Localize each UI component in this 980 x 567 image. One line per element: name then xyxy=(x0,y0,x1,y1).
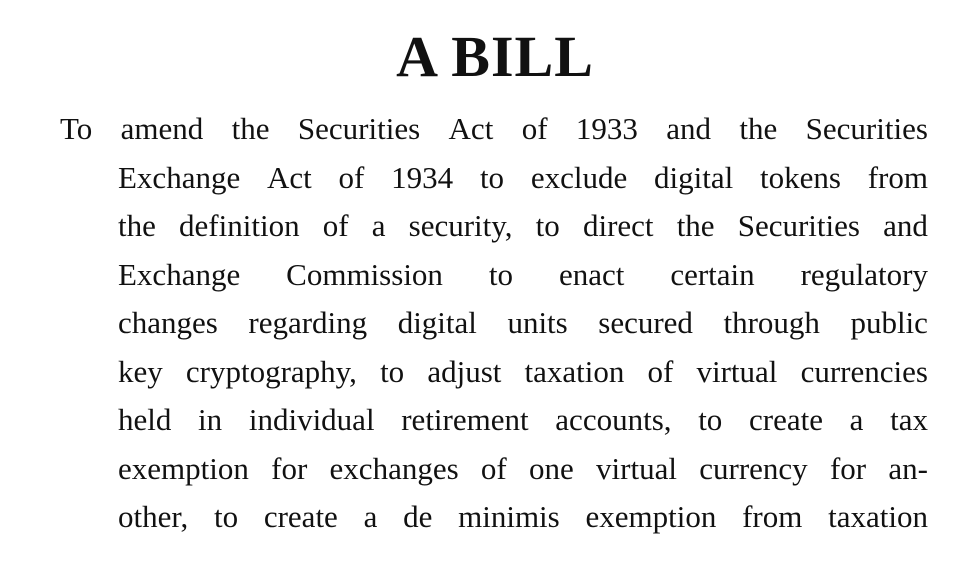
purpose-line xyxy=(118,348,928,397)
purpose-word: regulatory xyxy=(800,256,928,292)
purpose-word: of xyxy=(322,208,349,243)
purpose-word: the xyxy=(231,111,270,146)
purpose-word: a xyxy=(849,402,864,437)
purpose-word: one xyxy=(529,450,574,486)
purpose-word: key xyxy=(118,353,163,389)
purpose-word: and xyxy=(883,208,928,243)
purpose-word: a xyxy=(371,208,386,243)
purpose-word: currency xyxy=(699,450,808,486)
purpose-word: exemption xyxy=(118,450,249,486)
purpose-word: definition xyxy=(179,208,300,243)
purpose-word: digital xyxy=(654,159,734,195)
purpose-word: of xyxy=(480,450,507,486)
purpose-word: to xyxy=(488,256,514,292)
purpose-word: de xyxy=(403,499,433,534)
purpose-word: adjust xyxy=(427,353,502,389)
purpose-word: regarding xyxy=(248,305,368,340)
purpose-word: other, xyxy=(118,499,189,534)
purpose-word: amend xyxy=(120,111,204,146)
purpose-word: 1934 xyxy=(391,159,454,195)
purpose-word: of xyxy=(647,353,674,389)
purpose-word: the xyxy=(118,208,156,243)
bill-purpose xyxy=(60,105,928,542)
purpose-line xyxy=(118,202,928,251)
purpose-word: virtual xyxy=(596,450,677,486)
purpose-word: to xyxy=(380,353,405,389)
purpose-line xyxy=(118,251,928,300)
purpose-word: cryptography, xyxy=(185,353,357,389)
purpose-word: public xyxy=(850,305,928,340)
purpose-word: tokens xyxy=(760,159,841,195)
purpose-word: digital xyxy=(397,305,477,340)
purpose-word: Exchange xyxy=(118,159,241,195)
purpose-word: accounts, xyxy=(555,402,672,437)
purpose-line xyxy=(118,299,928,348)
purpose-word: taxation xyxy=(524,353,625,389)
purpose-word: to xyxy=(213,499,239,534)
purpose-word: for xyxy=(271,450,308,486)
purpose-word: tax xyxy=(890,402,928,437)
purpose-word: direct xyxy=(582,208,654,243)
purpose-word: security, xyxy=(408,208,513,243)
purpose-word: To xyxy=(60,111,93,146)
purpose-word: held xyxy=(118,402,172,437)
purpose-word: to xyxy=(479,159,505,195)
purpose-word: and xyxy=(666,111,712,146)
purpose-line xyxy=(118,396,928,445)
purpose-word: create xyxy=(263,499,338,534)
purpose-word: from xyxy=(742,499,803,534)
bill-title: A BILL xyxy=(396,24,594,89)
purpose-word: Commission xyxy=(286,256,443,292)
purpose-word: for xyxy=(829,450,867,486)
purpose-word: minimis xyxy=(458,499,560,534)
purpose-word: currencies xyxy=(800,353,928,389)
purpose-line xyxy=(118,493,928,542)
purpose-word: retirement xyxy=(401,402,529,437)
purpose-word: Exchange xyxy=(118,256,241,292)
purpose-word: in xyxy=(198,402,223,437)
purpose-word: the xyxy=(676,208,715,243)
purpose-word: an- xyxy=(888,450,928,486)
purpose-word: exclude xyxy=(530,159,628,195)
purpose-word: of xyxy=(338,159,365,195)
purpose-word: secured xyxy=(598,305,693,340)
purpose-word: Act xyxy=(448,111,494,146)
purpose-word: the xyxy=(739,111,778,146)
purpose-line xyxy=(118,154,928,203)
purpose-word: enact xyxy=(558,256,625,292)
purpose-word: through xyxy=(723,305,820,340)
purpose-word: create xyxy=(748,402,823,437)
purpose-word: virtual xyxy=(696,353,778,389)
purpose-word: exemption xyxy=(585,499,717,534)
purpose-word: Securities xyxy=(737,208,860,243)
purpose-word: to xyxy=(698,402,723,437)
purpose-word: of xyxy=(521,111,548,146)
purpose-line xyxy=(118,445,928,494)
purpose-word: individual xyxy=(248,402,375,437)
purpose-word: units xyxy=(507,305,568,340)
purpose-line xyxy=(60,105,928,154)
purpose-word: Securities xyxy=(297,111,421,146)
purpose-word: from xyxy=(867,159,928,195)
purpose-word: Act xyxy=(267,159,312,195)
purpose-word: Securities xyxy=(805,111,928,146)
purpose-word: changes xyxy=(118,305,218,340)
purpose-word: to xyxy=(535,208,560,243)
purpose-word: exchanges xyxy=(329,450,459,486)
purpose-word: taxation xyxy=(828,499,928,534)
purpose-word: certain xyxy=(670,256,755,292)
purpose-word: 1933 xyxy=(575,111,638,146)
purpose-word: a xyxy=(363,499,378,534)
